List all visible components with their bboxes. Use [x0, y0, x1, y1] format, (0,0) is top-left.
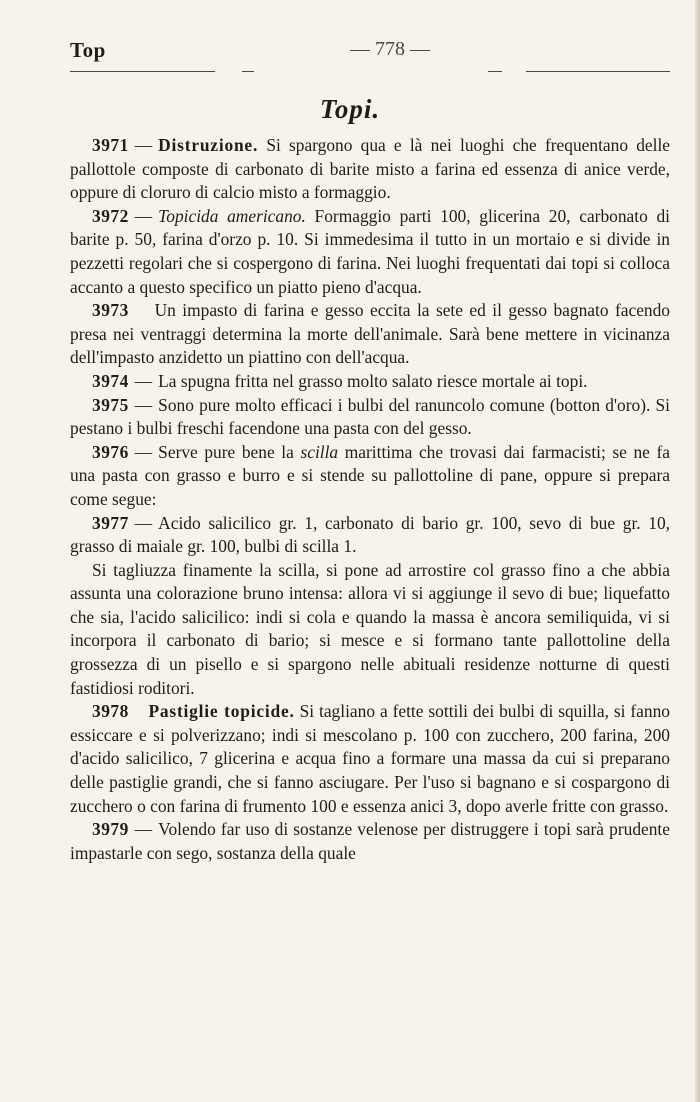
- entry-heading: Distruzione.: [158, 135, 259, 155]
- entry-3973: [70, 299, 670, 370]
- entry-number: 3978: [92, 701, 129, 722]
- entry-number: 3975: [92, 394, 129, 415]
- entry-3977-continuation: [70, 559, 670, 701]
- entry-3975: [70, 394, 670, 441]
- header-rule: [242, 71, 254, 72]
- entry-number: 3976: [92, 441, 129, 462]
- entry-text: Sono pure molto efficaci i bulbi del ranuncolo comune (botton d'oro). Si pestano i bulbi freschi facendone una pasta con del gesso.: [70, 394, 670, 439]
- entry-3979: [70, 818, 670, 865]
- entry-text: La spugna fritta nel grasso molto salato riesce mortale ai topi.: [158, 370, 588, 391]
- entry-dash: —: [134, 512, 153, 533]
- entry-text: Si spargono qua e là nei luoghi che frequentano delle pallottole composte di carbonato di barite misto a farina ed essenza di anice verde, oppure di cloruro di calcio misto a formaggio.: [70, 135, 670, 203]
- entry-text: Si tagliuzza finamente la scilla, si pone ad arrostire col grasso fino a che abbia assunta una colorazione bruno intensa: allora vi si aggiunge il sevo di bue; liquefatto che sia, l'acido salicilico: indi si cola e quando la massa è ancora semiliquida, vi si incorpora il carbonato di bario; si mesce e si formano tante pallottoline della grossezza di un pisello e si spargono nelle abituali residenze notturne di questi fastidiosi roditori.: [70, 559, 670, 698]
- entry-3971: [70, 134, 670, 205]
- entry-dash: —: [134, 394, 153, 415]
- header-rule: [70, 71, 215, 72]
- section-title: Topi.: [319, 94, 381, 124]
- entry-italic-word: scilla: [300, 441, 339, 462]
- entry-3974: [70, 370, 670, 394]
- entry-3976: [70, 441, 670, 512]
- entry-dash: —: [134, 441, 153, 462]
- entry-text: Un impasto di farina e gesso eccita la sete ed il gesso bagnato facendo presa nei ventraggi determina la morte dell'animale. Sarà bene mettere in vicinanza dell'impasto anzidetto un piattino con dell'acqua.: [70, 300, 671, 368]
- running-head: Top: [70, 38, 106, 62]
- entry-number: 3972: [92, 205, 129, 226]
- entry-text: Serve pure bene la: [158, 441, 294, 462]
- entry-text: marittima che trovasi dai farmacisti; se ne fa una pasta con grasso e burro e si stende su pallottoline di pane, oppure si prepara come segue:: [70, 441, 671, 509]
- entry-text: Volendo far uso di sostanze velenose per distruggere i topi sarà prudente impastarle con sego, sostanza della quale: [70, 819, 670, 863]
- entry-dash: —: [134, 205, 153, 226]
- entry-heading: Topicida americano.: [158, 205, 306, 226]
- page-header: [70, 38, 670, 74]
- body-text: [70, 134, 670, 865]
- entry-number: 3979: [92, 819, 129, 840]
- entry-3977: [70, 512, 670, 559]
- entry-number: 3977: [92, 512, 129, 533]
- entry-3978: [70, 700, 670, 818]
- page-number: — 778 —: [350, 38, 430, 60]
- page-edge: [695, 0, 700, 1102]
- entry-text: Formaggio parti 100, glicerina 20, carbonato di barite p. 50, farina d'orzo p. 10. Si immedesima il tutto in un mortaio e si divide in pezzetti regolari che si cospergono di farina. Nei luoghi frequentati dai topi si colloca accanto a questo specifico un piatto pieno d'acqua.: [70, 205, 671, 297]
- entry-3972: [70, 205, 670, 299]
- entry-text: Acido salicilico gr. 1, carbonato di bario gr. 100, sevo di bue gr. 10, grasso di maiale gr. 100, bulbi di scilla 1.: [70, 512, 670, 557]
- entry-heading: Pastiglie topicide.: [148, 701, 295, 722]
- entry-dash: —: [134, 135, 153, 155]
- entry-dash: —: [134, 370, 153, 391]
- entry-number: 3974: [92, 370, 129, 391]
- entry-text: Si tagliano a fette sottili dei bulbi di squilla, si fanno essiccare e si polverizzano; indi si mescolano p. 100 con zucchero, 200 farina, 200 d'acido salicilico, 7 glicerina e acqua fino a formare una massa da cui si preparano delle pastiglie grandi, che si fanno asciugare. Per l'uso si bagnano e si cospargono di zucchero o con farina di frumento 100 e essenza anici 3, dopo averle fritte con grasso.: [70, 701, 670, 816]
- header-rule: [526, 71, 670, 72]
- entry-number: 3973: [92, 300, 129, 321]
- entry-dash: —: [134, 819, 153, 840]
- header-rule: [488, 71, 502, 72]
- entry-number: 3971: [92, 135, 129, 155]
